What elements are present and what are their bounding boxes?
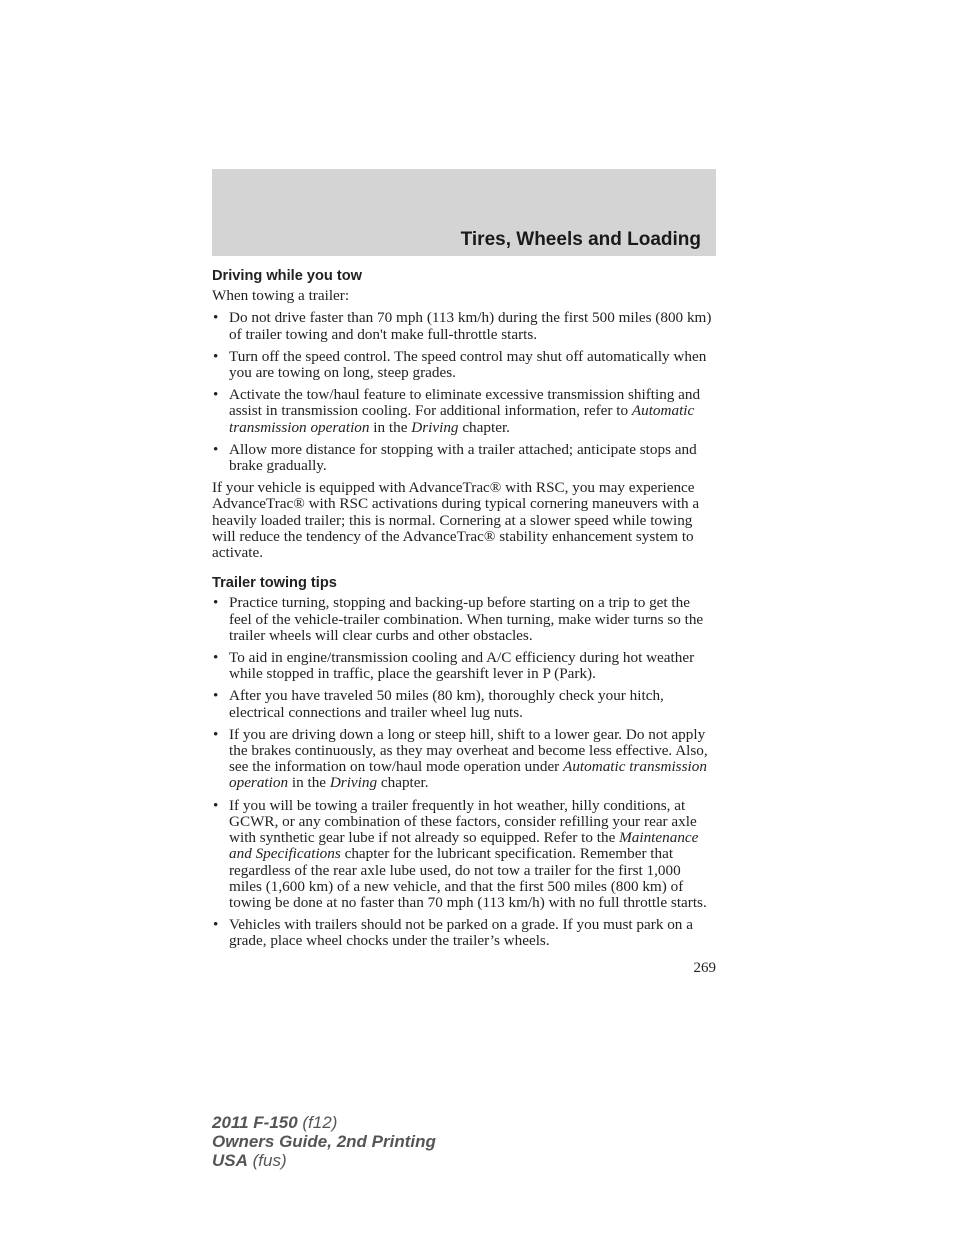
- page-number: 269: [693, 960, 716, 976]
- list-item: • If you will be towing a trailer frequently in hot weather, hilly conditions, at GCWR, or any combination of these factors, consider refilling your rear axle with synthetic gear lube if not already so equipped. Refer to the Maintenance and Specifications chapter for the lubricant specification. Remember that regardless of the rear axle lube used, do not tow a trailer for the first 1,000 miles (1,600 km) of a new vehicle, and that the first 500 miles (800 km) of towing be done at no faster than 70 mph (113 km/h) with no full throttle starts.: [212, 798, 716, 911]
- list-item: • Allow more distance for stopping with a trailer attached; anticipate stops and brake gradually.: [212, 442, 716, 474]
- list-item: • Do not drive faster than 70 mph (113 km/h) during the first 500 miles (800 km) of trailer towing and don't make full-throttle starts.: [212, 310, 716, 342]
- list-item: • To aid in engine/transmission cooling and A/C efficiency during hot weather while stopped in traffic, place the gearshift lever in P (Park).: [212, 650, 716, 682]
- footer-line-region: USA (fus): [212, 1151, 287, 1170]
- section-heading-driving-while-tow: Driving while you tow: [212, 268, 362, 284]
- document-footer: [212, 1113, 436, 1170]
- chapter-header-band: [212, 169, 716, 256]
- section-intro: When towing a trailer:: [212, 287, 350, 305]
- bullet-list-tips: [212, 595, 716, 949]
- section-heading-trailer-towing-tips: Trailer towing tips: [212, 575, 337, 592]
- page-content: [212, 268, 716, 956]
- footer-line-model: 2011 F-150 (f12): [212, 1113, 338, 1132]
- bullet-list-driving: [212, 310, 716, 474]
- list-item: • Turn off the speed control. The speed control may shut off automatically when you are towing on long, steep grades.: [212, 349, 716, 381]
- advancetrac-paragraph: If your vehicle is equipped with AdvanceTrac® with RSC, you may experience AdvanceTrac® with RSC activations during typical cornering maneuvers with a heavily loaded trailer; this is normal. Cornering at a slower speed while towing will reduce the tendency of the AdvanceTrac® stability enhancement system to activate.: [212, 479, 700, 562]
- list-item: • Activate the tow/haul feature to eliminate excessive transmission shifting and assist in transmission cooling. For additional information, refer to Automatic transmission operation in the Driving chapter.: [212, 387, 716, 436]
- list-item: • If you are driving down a long or steep hill, shift to a lower gear. Do not apply the brakes continuously, as they may overheat and become less effective. Also, see the information on tow/haul mode operation under Automatic transmission operation in the Driving chapter.: [212, 727, 716, 792]
- list-item: • Practice turning, stopping and backing-up before starting on a trip to get the feel of the vehicle-trailer combination. When turning, make wider turns so the trailer wheels will clear curbs and other obstacles.: [212, 595, 716, 644]
- chapter-title: Tires, Wheels and Loading: [460, 229, 701, 250]
- footer-line-guide: Owners Guide, 2nd Printing: [212, 1132, 436, 1151]
- list-item: • Vehicles with trailers should not be parked on a grade. If you must park on a grade, place wheel chocks under the trailer’s wheels.: [212, 917, 716, 949]
- list-item: • After you have traveled 50 miles (80 km), thoroughly check your hitch, electrical connections and trailer wheel lug nuts.: [212, 688, 716, 720]
